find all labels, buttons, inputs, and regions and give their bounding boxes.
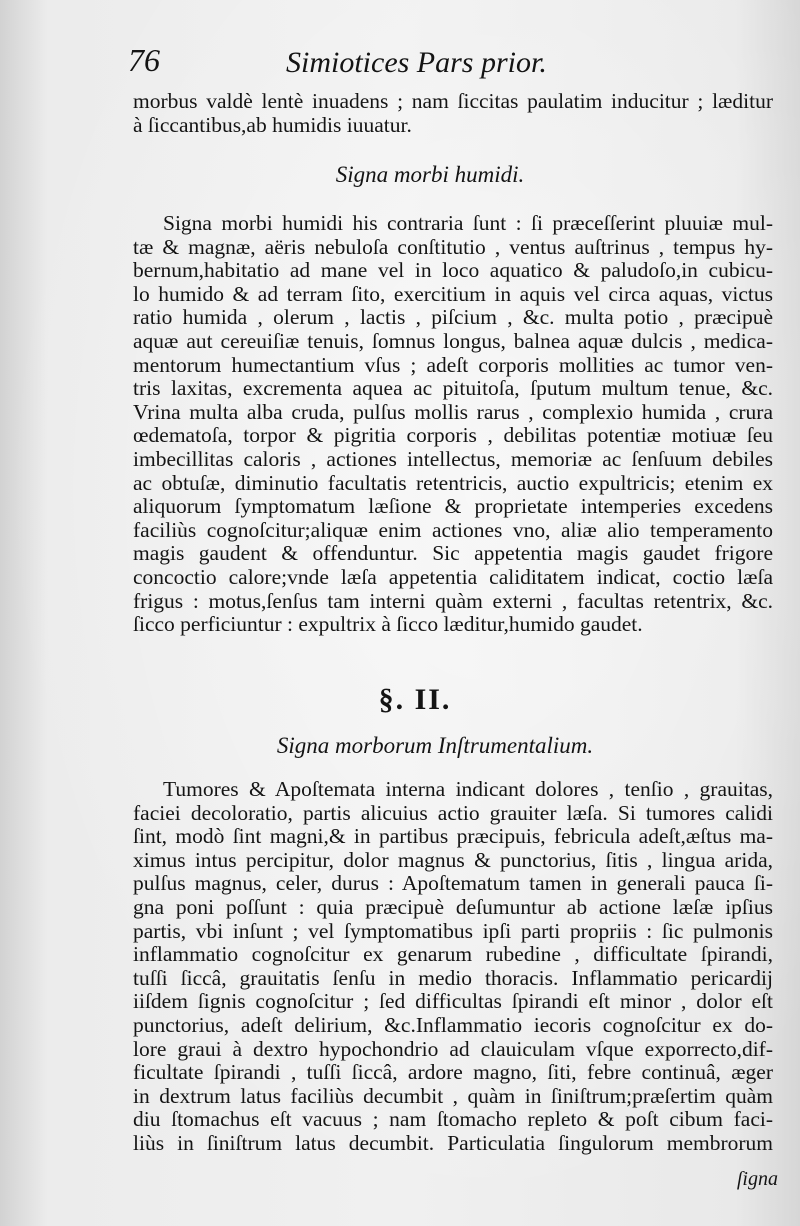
text-line: in dextrum latus faciliùs decumbit , quàm in ſiniſtrum;præſertim quàm (133, 1083, 773, 1108)
text-line: concoctio calore;vnde læſa appetentia caliditatem indicat, coctio læſa (133, 564, 773, 589)
page-header (128, 42, 578, 92)
section-mark: §. II. (378, 683, 452, 716)
text-line: aliquorum ſymptomatum læſione & proprietate intemperies excedens (133, 494, 773, 519)
text-line: Vrina multa alba cruda, pulſus mollis rarus , complexio humida , crura (133, 399, 773, 424)
text-line: mentorum humectantium vſus ; adeſt corporis mollities ac tumor ven- (133, 352, 773, 377)
text-line: bernum,habitatio ad mane vel in loco aquatico & paludoſo,in cubicu- (133, 258, 773, 283)
text-line: pulſus magnus, celer, durus : Apoſtematum tamen in generali pauca ſi- (133, 871, 773, 896)
text-line: à ſiccantibus,ab humidis iuuatur. (133, 112, 412, 137)
text-line: diu ſtomachus eſt vacuus ; nam ſtomacho repleto & poſt cibum faci- (133, 1107, 773, 1132)
text-line: ſint, modò ſint magni,& in partibus præcipuis, febricula adeſt,æſtus ma- (133, 824, 773, 849)
text-line: ſicco perficiuntur : expultrix à ſicco læditur,humido gaudet. (133, 612, 643, 637)
heading-signa-morbi-humidi: Signa morbi humidi. (335, 162, 525, 187)
text-line: inflammatio cognoſcitur ex genarum rubedine , difficultate ſpirandi, (133, 942, 773, 967)
text-line: morbus valdè lentè inuadens ; nam ſiccitas paulatim inducitur ; læditur (133, 89, 773, 113)
text-line: partis, vbi inſunt ; vel ſymptomatibus ipſi parti propriis : ſic pulmonis (133, 918, 773, 943)
text-line: tuſſi ſiccâ, grauitatis ſenſu in medio thoracis. Inflammatio pericardij (133, 965, 773, 990)
text-line: Signa morbi humidi his contraria ſunt : ſi præceſſerint pluuiæ mul- (163, 211, 773, 235)
running-title: Simiotices Pars prior. (286, 46, 547, 79)
text-line: lore graui à dextro hypochondrio ad clauiculam vſque exporrecto,dif- (133, 1036, 773, 1061)
catchword: ſigna (736, 1168, 778, 1190)
text-line: imbecillitas caloris , actiones intellectus, memoriæ ac ſenſuum debiles (133, 446, 773, 471)
text-line: iiſdem ſignis cognoſcitur ; ſed difficultas ſpirandi eſt minor , dolor eſt (133, 989, 773, 1014)
text-line: faciei decoloratio, partis alicuius actio grauiter læſa. Si tumores calidi (133, 800, 773, 825)
text-line: faciliùs cognoſcitur;aliquæ enim actiones vno, aliæ alio temperamento (133, 517, 773, 542)
text-line: ac obtuſæ, diminutio facultatis retentricis, auctio expultricis; etenim ex (133, 470, 773, 495)
intro-text (133, 90, 773, 137)
text-line: aquæ aut cereuiſiæ tenuis, ſomnus longus, balnea aquæ dulcis , medica- (133, 328, 773, 353)
text-line: Tumores & Apoſtemata interna indicant dolores , tenſio , grauitas, (163, 777, 773, 801)
text-line: lo humido & ad terram ſito, exercitium in aquis vel circa aquas, victus (133, 281, 773, 306)
paragraph-morbi-humidi (133, 212, 773, 637)
text-line: ximus intus percipitur, dolor magnus & punctorius, ſitis , lingua arida, (133, 847, 773, 872)
text-line: ratio humida , olerum , lactis , piſcium , &c. multa potio , præcipuè (133, 305, 773, 330)
text-line: tæ & magnæ, aëris nebuloſa conſtitutio , ventus auſtrinus , tempus hy- (133, 234, 773, 259)
text-line: gna poni poſſunt : quia præcipuè deſumuntur ab actione læſæ ipſius (133, 894, 773, 919)
text-line: punctorius, adeſt delirium, &c.Inflammatio iecoris cognoſcitur ex do- (133, 1012, 773, 1037)
text-line: liùs in ſiniſtrum latus decumbit. Particulatia ſingulorum membrorum (133, 1130, 773, 1155)
text-line: ficultate ſpirandi , tuſſi ſiccâ, ardore magno, ſiti, febre continuâ, æger (133, 1060, 773, 1085)
page-number: 76 (128, 42, 160, 78)
heading-morborum-instrumentalium: Signa morborum Inſtrumentalium. (276, 733, 594, 758)
text-line: magis gaudent & offenduntur. Sic appetentia magis gaudet frigore (133, 541, 773, 566)
text-line: œdematoſa, torpor & pigritia corporis , debilitas potentiæ motiuæ ſeu (133, 423, 773, 448)
text-line: frigus : motus,ſenſus tam interni quàm externi , facultas retentrix, &c. (133, 588, 773, 613)
text-line: tris laxitas, excrementa aquea ac pituitoſa, ſputum multum tenue, &c. (133, 376, 773, 401)
paragraph-morborum-instrumentalium (133, 778, 773, 1156)
